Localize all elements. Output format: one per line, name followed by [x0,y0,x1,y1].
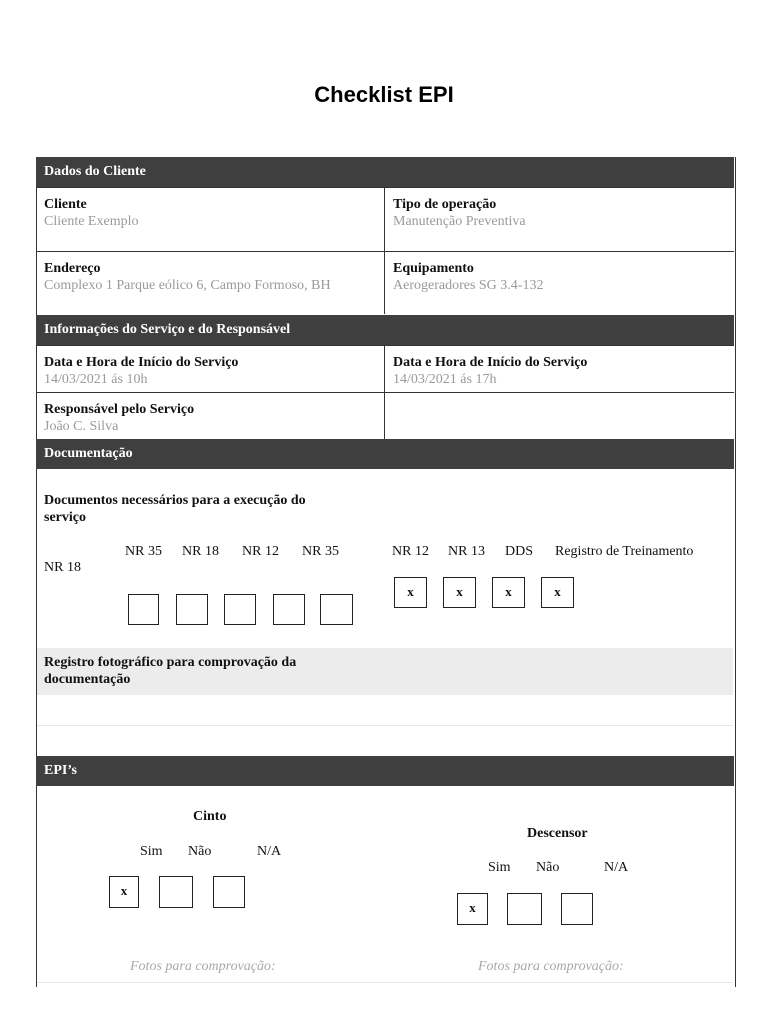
doc-item-label: NR 13 [448,544,485,559]
field-equipamento [385,253,734,301]
epi-option-label: Não [536,860,560,875]
doc-item-label: NR 18 [182,544,219,559]
doc-checkbox[interactable] [224,594,256,625]
doc-item-label: NR 18 [44,560,81,575]
epi-option-label: Sim [140,844,163,859]
page-title: Checklist EPI [314,82,454,107]
field-label: Responsável pelo Serviço [44,402,195,417]
epi-photos-label: Fotos para comprovação: [478,959,624,974]
divider [37,725,733,726]
doc-checkbox[interactable]: x [541,577,574,608]
epi-name-cinto: Cinto [193,809,227,824]
doc-checkbox[interactable] [273,594,305,625]
divider [36,251,734,252]
field-tipo-operacao [385,189,734,237]
field-endereco [36,253,384,301]
epi-checkbox-sim[interactable]: x [109,876,139,908]
field-value: Manutenção Preventiva [393,214,526,229]
doc-item-label: Registro de Treinamento [555,544,694,559]
field-service-start [36,347,384,395]
field-value: Cliente Exemplo [44,214,139,229]
epi-option-label: N/A [257,844,282,859]
docs-required-label-cont: serviço [44,510,86,525]
field-label: Cliente [44,197,87,212]
field-label: Data e Hora de Início do Serviço [44,355,239,370]
epi-checkbox-nao[interactable] [159,876,193,908]
field-label: Tipo de operação [393,197,497,212]
field-label: Equipamento [393,261,474,276]
field-label: Data e Hora de Início do Serviço [393,355,588,370]
doc-item-label: NR 12 [242,544,279,559]
field-label: Endereço [44,261,101,276]
epi-option-label: N/A [604,860,629,875]
doc-checkbox[interactable] [320,594,353,625]
field-value: 14/03/2021 ás 17h [393,372,497,387]
divider [36,345,734,346]
doc-checkbox[interactable] [128,594,159,625]
doc-item-label: NR 12 [392,544,429,559]
epi-name-descensor: Descensor [527,826,588,841]
field-responsavel [36,394,384,442]
field-value: 14/03/2021 ás 10h [44,372,148,387]
doc-item-label: NR 35 [302,544,339,559]
epi-photos-label: Fotos para comprovação: [130,959,276,974]
section-header-epis: EPI’s [36,756,734,786]
field-service-end [385,347,734,395]
divider [36,187,734,188]
epi-checkbox-sim[interactable]: x [457,893,488,925]
doc-checkbox[interactable]: x [492,577,525,608]
epi-option-label: Sim [488,860,511,875]
epi-checkbox-nao[interactable] [507,893,542,925]
doc-checkbox[interactable] [176,594,208,625]
divider [37,982,733,983]
epi-checkbox-na[interactable] [213,876,245,908]
field-value: Complexo 1 Parque eólico 6, Campo Formoso, BH [44,278,331,293]
doc-item-label: NR 35 [125,544,162,559]
section-header-client: Dados do Cliente [36,157,734,187]
field-value: Aerogeradores SG 3.4-132 [393,278,544,293]
doc-item-label: DDS [505,544,534,559]
doc-checkbox[interactable]: x [394,577,427,608]
epi-option-label: Não [188,844,212,859]
docs-required-label: Documentos necessários para a execução do [44,493,306,508]
section-header-service: Informações do Serviço e do Responsável [36,315,734,345]
photo-record-label-cont: documentação [44,672,131,687]
photo-record-label: Registro fotográfico para comprovação da [44,655,297,670]
doc-checkbox[interactable]: x [443,577,476,608]
field-cliente [36,189,384,237]
epi-checkbox-na[interactable] [561,893,593,925]
section-header-docs: Documentação [36,439,734,469]
field-value: João C. Silva [44,419,119,434]
